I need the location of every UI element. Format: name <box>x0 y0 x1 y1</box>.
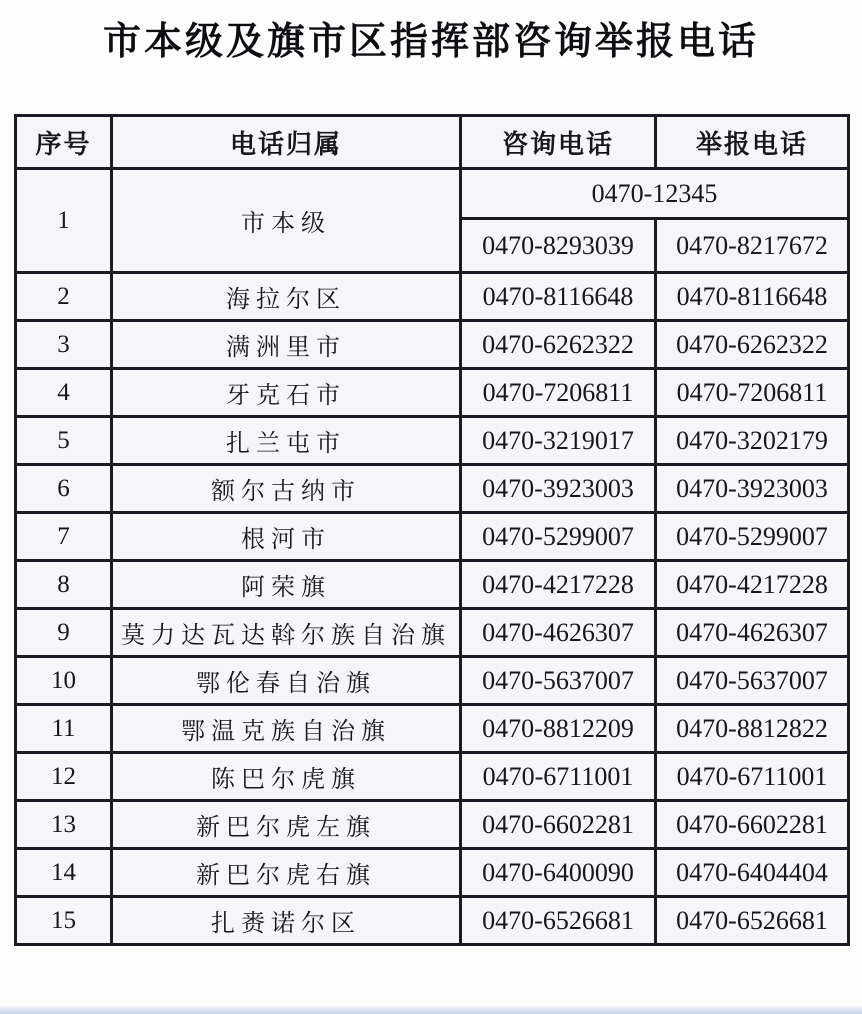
row-index-cell: 1 <box>16 169 112 273</box>
table-row <box>16 561 849 609</box>
row-index-cell: 5 <box>16 417 112 465</box>
table-row <box>16 849 849 897</box>
row-index-cell: 13 <box>16 801 112 849</box>
column-header-no: 序号 <box>16 116 112 169</box>
row-index-cell: 6 <box>16 465 112 513</box>
consult-phone-cell: 0470-8293039 <box>461 219 656 273</box>
table-row <box>16 273 849 321</box>
report-phone-cell: 0470-8217672 <box>656 219 849 273</box>
owner-cell: 鄂温克族自治旗 <box>112 705 461 753</box>
consult-phone-cell: 0470-6262322 <box>461 321 656 369</box>
consult-phone-cell: 0470-4626307 <box>461 609 656 657</box>
row-index-cell: 8 <box>16 561 112 609</box>
owner-cell: 额尔古纳市 <box>112 465 461 513</box>
consult-phone-cell: 0470-7206811 <box>461 369 656 417</box>
report-phone-cell: 0470-8812822 <box>656 705 849 753</box>
column-header-consult: 咨询电话 <box>461 116 656 169</box>
owner-cell: 陈巴尔虎旗 <box>112 753 461 801</box>
consult-phone-cell: 0470-3219017 <box>461 417 656 465</box>
report-phone-cell: 0470-8116648 <box>656 273 849 321</box>
consult-phone-cell: 0470-6526681 <box>461 897 656 945</box>
table-row <box>16 657 849 705</box>
report-phone-cell: 0470-3202179 <box>656 417 849 465</box>
row-index-cell: 7 <box>16 513 112 561</box>
table-row <box>16 753 849 801</box>
bottom-edge-tint <box>0 1005 862 1014</box>
owner-cell: 莫力达瓦达斡尔族自治旗 <box>112 609 461 657</box>
row-index-cell: 15 <box>16 897 112 945</box>
report-phone-cell: 0470-6711001 <box>656 753 849 801</box>
owner-cell: 市本级 <box>112 169 461 273</box>
table-row <box>16 705 849 753</box>
page-title: 市本级及旗市区指挥部咨询举报电话 <box>102 21 759 63</box>
report-phone-cell: 0470-6526681 <box>656 897 849 945</box>
owner-cell: 满洲里市 <box>112 321 461 369</box>
hotline-merged-cell: 0470-12345 <box>461 169 849 219</box>
consult-phone-cell: 0470-3923003 <box>461 465 656 513</box>
consult-phone-cell: 0470-8812209 <box>461 705 656 753</box>
row-index-cell: 2 <box>16 273 112 321</box>
owner-cell: 新巴尔虎右旗 <box>112 849 461 897</box>
report-phone-cell: 0470-7206811 <box>656 369 849 417</box>
row-index-cell: 14 <box>16 849 112 897</box>
consult-phone-cell: 0470-8116648 <box>461 273 656 321</box>
table-row <box>16 417 849 465</box>
owner-cell: 海拉尔区 <box>112 273 461 321</box>
row-index-cell: 11 <box>16 705 112 753</box>
consult-phone-cell: 0470-6602281 <box>461 801 656 849</box>
column-header-owner: 电话归属 <box>112 116 461 169</box>
phone-directory-table <box>14 114 850 946</box>
row-index-cell: 3 <box>16 321 112 369</box>
consult-phone-cell: 0470-5637007 <box>461 657 656 705</box>
table-row <box>16 897 849 945</box>
row-index-cell: 10 <box>16 657 112 705</box>
table-row <box>16 369 849 417</box>
row-index-cell: 12 <box>16 753 112 801</box>
owner-cell: 牙克石市 <box>112 369 461 417</box>
consult-phone-cell: 0470-5299007 <box>461 513 656 561</box>
report-phone-cell: 0470-5299007 <box>656 513 849 561</box>
table-row <box>16 609 849 657</box>
column-header-report: 举报电话 <box>656 116 849 169</box>
table-header-row <box>16 116 849 169</box>
report-phone-cell: 0470-3923003 <box>656 465 849 513</box>
consult-phone-cell: 0470-4217228 <box>461 561 656 609</box>
owner-cell: 根河市 <box>112 513 461 561</box>
report-phone-cell: 0470-4217228 <box>656 561 849 609</box>
report-phone-cell: 0470-6404404 <box>656 849 849 897</box>
consult-phone-cell: 0470-6400090 <box>461 849 656 897</box>
report-phone-cell: 0470-4626307 <box>656 609 849 657</box>
owner-cell: 新巴尔虎左旗 <box>112 801 461 849</box>
owner-cell: 扎赉诺尔区 <box>112 897 461 945</box>
table-row-city-level-top <box>16 169 849 219</box>
owner-cell: 扎兰屯市 <box>112 417 461 465</box>
table-row <box>16 465 849 513</box>
report-phone-cell: 0470-6262322 <box>656 321 849 369</box>
owner-cell: 阿荣旗 <box>112 561 461 609</box>
table-row <box>16 513 849 561</box>
table-row <box>16 801 849 849</box>
owner-cell: 鄂伦春自治旗 <box>112 657 461 705</box>
table-row <box>16 321 849 369</box>
row-index-cell: 4 <box>16 369 112 417</box>
report-phone-cell: 0470-5637007 <box>656 657 849 705</box>
consult-phone-cell: 0470-6711001 <box>461 753 656 801</box>
row-index-cell: 9 <box>16 609 112 657</box>
report-phone-cell: 0470-6602281 <box>656 801 849 849</box>
